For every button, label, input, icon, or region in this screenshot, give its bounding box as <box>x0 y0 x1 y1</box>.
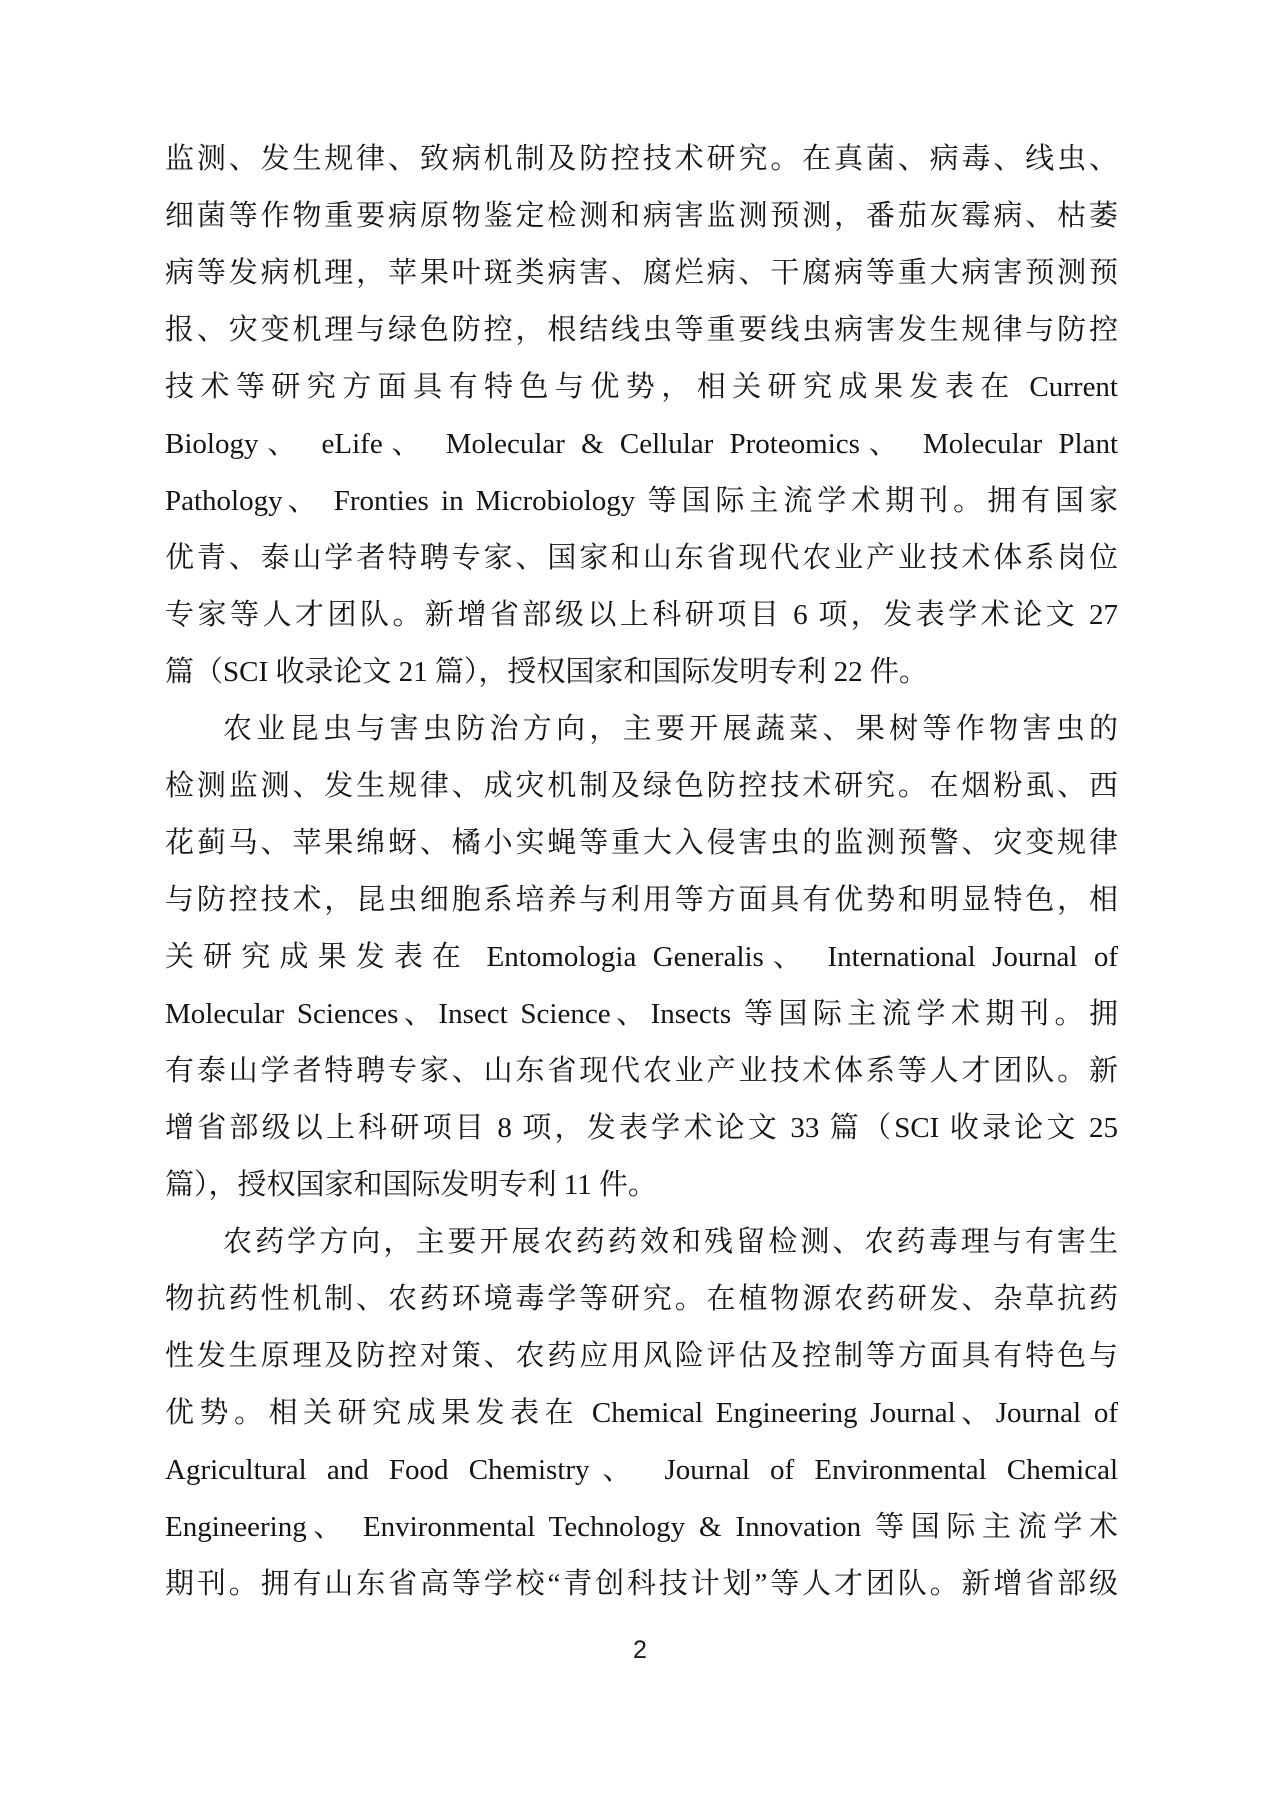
paragraph-1 <box>165 131 1118 701</box>
text-line: Molecular Sciences、Insect Science、Insects 等国际主流学术期刊。拥 <box>165 998 1118 1030</box>
text-line: 期刊。拥有山东省高等学校“青创科技计划”等人才团队。新增省部级 <box>165 1568 1118 1600</box>
text-line: 病等发病机理，苹果叶斑类病害、腐烂病、干腐病等重大病害预测预 <box>165 257 1118 289</box>
text-line: Biology、 eLife、 Molecular & Cellular Proteomics、 Molecular Plant <box>165 428 1118 460</box>
paragraph-2 <box>165 701 1118 1214</box>
text-line: 检测监测、发生规律、成灾机制及绿色防控技术研究。在烟粉虱、西 <box>165 770 1118 802</box>
text-line: 专家等人才团队。新增省部级以上科研项目 6 项，发表学术论文 27 <box>165 599 1118 631</box>
text-line: 性发生原理及防控对策、农药应用风险评估及控制等方面具有特色与 <box>165 1340 1118 1372</box>
text-line: Engineering、 Environmental Technology & Innovation 等国际主流学术 <box>165 1511 1118 1543</box>
text-line: 农药学方向，主要开展农药药效和残留检测、农药毒理与有害生 <box>223 1226 1118 1258</box>
text-line: 增省部级以上科研项目 8 项，发表学术论文 33 篇（SCI 收录论文 25 <box>165 1112 1118 1144</box>
text-line: 技术等研究方面具有特色与优势，相关研究成果发表在 Current <box>165 371 1118 403</box>
text-line: 关研究成果发表在 Entomologia Generalis、 International Journal of <box>165 941 1118 973</box>
text-line: 细菌等作物重要病原物鉴定检测和病害监测预测，番茄灰霉病、枯萎 <box>165 200 1118 232</box>
page-number: 2 <box>633 1636 647 1664</box>
text-line: 篇（SCI 收录论文 21 篇），授权国家和国际发明专利 22 件。 <box>165 656 928 688</box>
text-line: 报、灾变机理与绿色防控，根结线虫等重要线虫病害发生规律与防控 <box>165 314 1118 346</box>
text-line: 农业昆虫与害虫防治方向，主要开展蔬菜、果树等作物害虫的 <box>223 713 1118 745</box>
text-line: 物抗药性机制、农药环境毒学等研究。在植物源农药研发、杂草抗药 <box>165 1283 1118 1315</box>
text-line: 篇），授权国家和国际发明专利 11 件。 <box>165 1169 657 1201</box>
text-line: 花蓟马、苹果绵蚜、橘小实蝇等重大入侵害虫的监测预警、灾变规律 <box>165 827 1118 859</box>
text-line: 监测、发生规律、致病机制及防控技术研究。在真菌、病毒、线虫、 <box>165 143 1118 175</box>
text-line: 与防控技术，昆虫细胞系培养与利用等方面具有优势和明显特色，相 <box>165 884 1118 916</box>
text-line: Pathology、 Fronties in Microbiology 等国际主流学术期刊。拥有国家 <box>165 485 1118 517</box>
paragraph-3 <box>165 1214 1118 1613</box>
text-line: 优势。相关研究成果发表在 Chemical Engineering Journal、Journal of <box>165 1397 1118 1429</box>
text-line: 优青、泰山学者特聘专家、国家和山东省现代农业产业技术体系岗位 <box>165 542 1118 574</box>
page-footer <box>0 1636 1280 1665</box>
text-line: 有泰山学者特聘专家、山东省现代农业产业技术体系等人才团队。新 <box>165 1055 1118 1087</box>
text-line: Agricultural and Food Chemistry、 Journal of Environmental Chemical <box>165 1454 1118 1486</box>
